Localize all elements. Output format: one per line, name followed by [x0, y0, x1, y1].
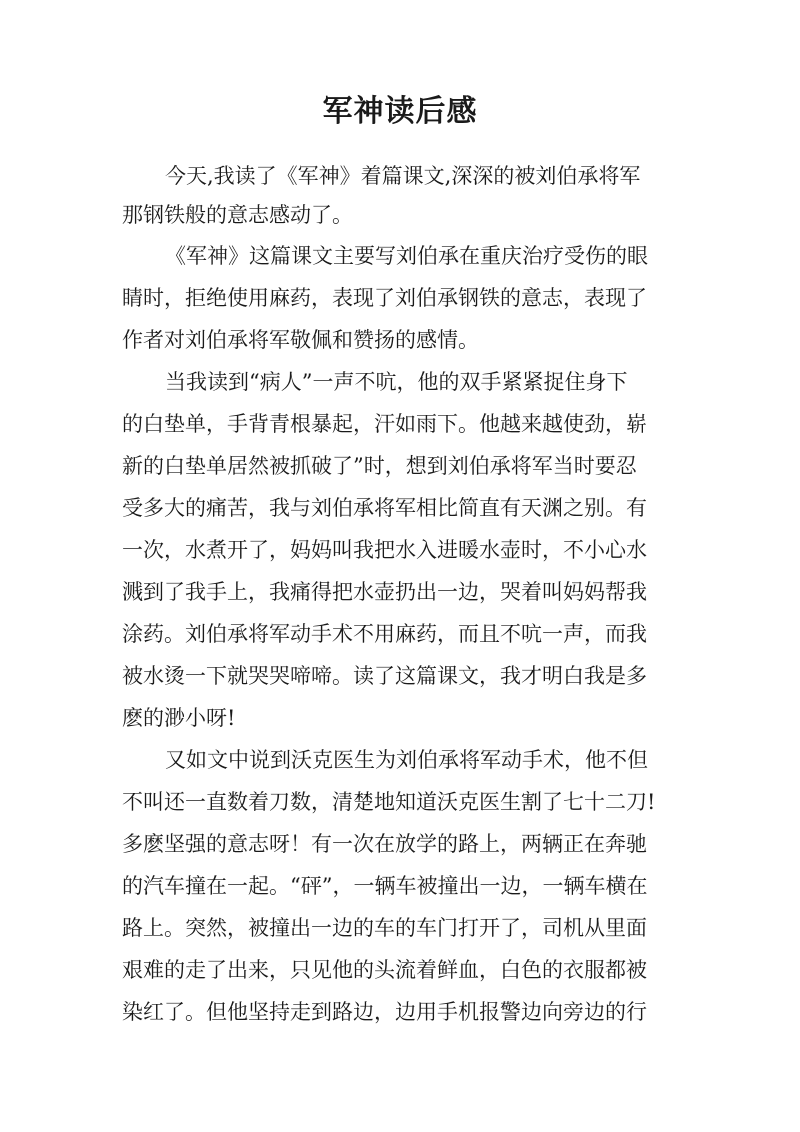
text-line: 当我读到“病人”一声不吭，他的双手紧紧捉住身下 [165, 370, 628, 394]
text-line: 《军神》这篇课文主要写刘伯承在重庆治疗受伤的眼 [165, 244, 648, 268]
text-line: 那钢铁般的意志感动了。 [122, 203, 353, 227]
text-line: 睛时，拒绝使用麻药，表现了刘伯承钢铁的意志，表现了 [122, 286, 647, 310]
text-line: 不叫还一直数着刀数，清楚地知道沃克医生割了七十二刀! [122, 790, 656, 814]
text-line: 溅到了我手上，我痛得把水壶扔出一边，哭着叫妈妈帮我 [122, 580, 647, 604]
text-line: 多麽坚强的意志呀！有一次在放学的路上，两辆正在奔驰 [122, 832, 647, 856]
text-line: 一次，水煮开了，妈妈叫我把水入进暖水壶时，不小心水 [122, 538, 647, 562]
text-line: 又如文中说到沃克医生为刘伯承将军动手术，他不但 [165, 748, 648, 772]
text-line: 作者对刘伯承将军敬佩和赞扬的感情。 [122, 328, 479, 352]
text-line: 新的白垫单居然被抓破了”时，想到刘伯承将军当时要忍 [122, 454, 637, 478]
text-line: 涂药。刘伯承将军动手术不用麻药，而且不吭一声，而我 [122, 622, 647, 646]
text-line: 的白垫单，手背青根暴起，汗如雨下。他越来越使劲，崭 [122, 412, 647, 436]
text-line: 今天,我读了《军神》着篇课文,深深的被刘伯承将军 [165, 164, 641, 188]
text-line: 路上。突然，被撞出一边的车的车门打开了，司机从里面 [122, 916, 647, 940]
text-line: 艰难的走了出来，只见他的头流着鲜血，白色的衣服都被 [122, 958, 647, 982]
text-line: 被水烫一下就哭哭啼啼。读了这篇课文，我才明白我是多 [122, 664, 647, 688]
text-line: 的汽车撞在一起。“砰”，一辆车被撞出一边，一辆车横在 [122, 874, 648, 898]
text-line: 受多大的痛苦，我与刘伯承将军相比简直有天渊之别。有 [122, 496, 647, 520]
text-line: 染红了。但他坚持走到路边，边用手机报警边向旁边的行 [122, 1000, 647, 1024]
text-line: 麽的渺小呀! [122, 706, 236, 730]
page-title: 军神读后感 [322, 94, 478, 129]
